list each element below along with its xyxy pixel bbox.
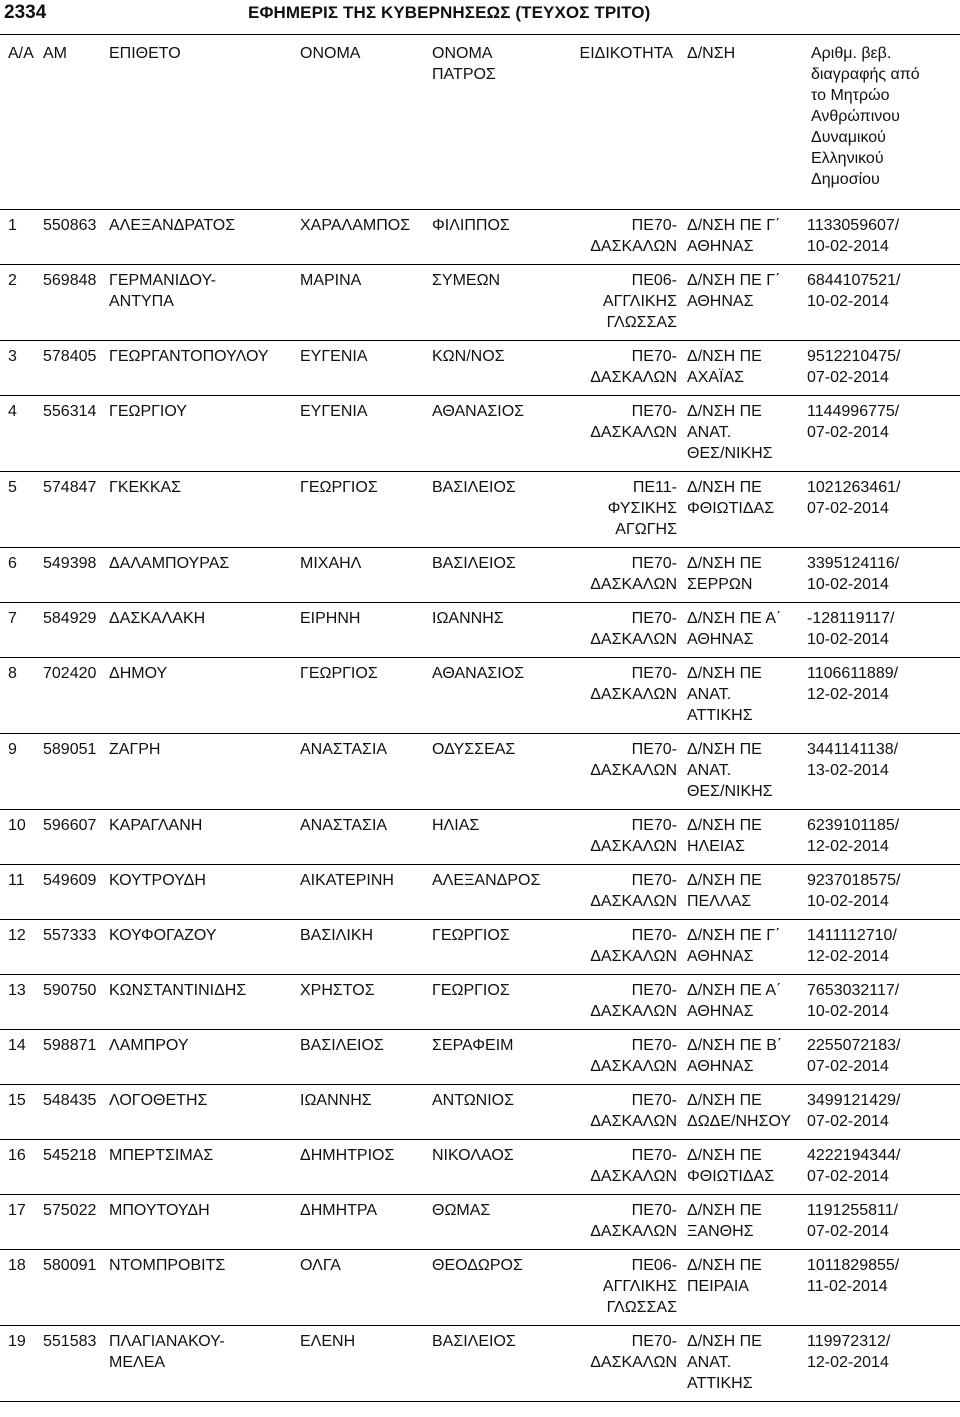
cell-am: 569848 [43, 272, 97, 289]
cell-directorate: Δ/ΝΣΗ ΠΕ Β΄ ΑΘΗΝΑΣ [687, 1037, 783, 1075]
cell-aa: 6 [8, 555, 17, 572]
cell-am: 702420 [43, 665, 97, 682]
cell-father: ΗΛΙΑΣ [432, 817, 480, 834]
cell-father: ΘΩΜΑΣ [432, 1202, 491, 1219]
cell-deletion: 3441141138/ 13-02-2014 [807, 741, 899, 779]
table-row [0, 265, 960, 341]
cell-deletion: -128119117/ 10-02-2014 [807, 610, 895, 648]
gazette-title: ΕΦΗΜΕΡΙΣ ΤΗΣ ΚΥΒΕΡΝΗΣΕΩΣ (ΤΕΥΧΟΣ ΤΡΙΤΟ) [248, 3, 651, 22]
cell-aa: 12 [8, 927, 26, 944]
table-body [0, 210, 960, 1402]
table-row [0, 975, 960, 1030]
cell-surname: ΚΟΥΤΡΟΥΔΗ [109, 872, 206, 889]
cell-father: ΣΕΡΑΦΕΙΜ [432, 1037, 514, 1054]
cell-specialty: ΠΕ70- ΔΑΣΚΑΛΩΝ [590, 817, 677, 855]
cell-directorate: Δ/ΝΣΗ ΠΕ Γ΄ ΑΘΗΝΑΣ [687, 217, 781, 255]
table-row [0, 210, 960, 265]
cell-am: 551583 [43, 1333, 97, 1350]
table-row [0, 1195, 960, 1250]
cell-specialty: ΠΕ70- ΔΑΣΚΑΛΩΝ [590, 1037, 677, 1075]
cell-directorate: Δ/ΝΣΗ ΠΕ ΦΘΙΩΤΙΔΑΣ [687, 479, 775, 517]
table-row [0, 603, 960, 658]
cell-name: ΙΩΑΝΝΗΣ [300, 1092, 372, 1109]
cell-name: ΕΥΓΕΝΙΑ [300, 403, 368, 420]
cell-aa: 14 [8, 1037, 26, 1054]
cell-specialty: ΠΕ70- ΔΑΣΚΑΛΩΝ [590, 1147, 677, 1185]
cell-aa: 9 [8, 741, 17, 758]
cell-am: 574847 [43, 479, 97, 496]
cell-specialty: ΠΕ70- ΔΑΣΚΑΛΩΝ [590, 1092, 677, 1130]
table-row [0, 472, 960, 548]
cell-deletion: 7653032117/ 10-02-2014 [807, 982, 900, 1020]
cell-father: ΦΙΛΙΠΠΟΣ [432, 217, 510, 234]
cell-aa: 10 [8, 817, 26, 834]
col-header-directorate: Δ/ΝΣΗ [687, 45, 736, 62]
table-header [0, 43, 960, 210]
deletion-records-table [0, 43, 960, 1402]
table-row [0, 810, 960, 865]
cell-specialty: ΠΕ11- ΦΥΣΙΚΗΣ ΑΓΩΓΗΣ [607, 479, 677, 538]
cell-name: ΑΝΑΣΤΑΣΙΑ [300, 741, 388, 758]
cell-aa: 5 [8, 479, 17, 496]
table-row [0, 1085, 960, 1140]
cell-am: 584929 [43, 610, 97, 627]
cell-specialty: ΠΕ70- ΔΑΣΚΑΛΩΝ [590, 872, 677, 910]
cell-am: 548435 [43, 1092, 97, 1109]
cell-deletion: 6239101185/ 12-02-2014 [807, 817, 900, 855]
cell-name: ΑΝΑΣΤΑΣΙΑ [300, 817, 388, 834]
cell-name: ΔΗΜΗΤΡΑ [300, 1202, 378, 1219]
cell-deletion: 9512210475/ 07-02-2014 [807, 348, 901, 386]
cell-surname: ΚΑΡΑΓΛΑΝΗ [109, 817, 203, 834]
cell-name: ΓΕΩΡΓΙΟΣ [300, 665, 378, 682]
page-header [0, 0, 960, 30]
col-header-am: ΑΜ [43, 45, 67, 62]
cell-directorate: Δ/ΝΣΗ ΠΕ Α΄ ΑΘΗΝΑΣ [687, 982, 782, 1020]
table-row [0, 658, 960, 734]
cell-aa: 15 [8, 1092, 26, 1109]
cell-directorate: Δ/ΝΣΗ ΠΕ ΑΧΑΪΑΣ [687, 348, 762, 386]
cell-aa: 3 [8, 348, 17, 365]
table-row [0, 865, 960, 920]
cell-surname: ΓΕΩΡΓΙΟΥ [109, 403, 187, 420]
cell-deletion: 9237018575/ 10-02-2014 [807, 872, 901, 910]
cell-am: 590750 [43, 982, 97, 999]
table-row [0, 341, 960, 396]
cell-father: ΑΛΕΞΑΝΔΡΟΣ [432, 872, 541, 889]
cell-specialty: ΠΕ70- ΔΑΣΚΑΛΩΝ [590, 555, 677, 593]
cell-name: ΑΙΚΑΤΕΡΙΝΗ [300, 872, 394, 889]
cell-am: 580091 [43, 1257, 97, 1274]
cell-directorate: Δ/ΝΣΗ ΠΕ ΗΛΕΙΑΣ [687, 817, 762, 855]
cell-aa: 8 [8, 665, 17, 682]
cell-deletion: 1011829855/ 11-02-2014 [807, 1257, 900, 1295]
col-header-deletion: Αριθμ. βεβ. διαγραφής από το Μητρώο Ανθρώπινου Δυναμικού Ελληνικού Δημοσίου [811, 45, 920, 188]
cell-directorate: Δ/ΝΣΗ ΠΕ ΑΝΑΤ. ΑΤΤΙΚΗΣ [687, 1333, 762, 1392]
cell-surname: ΔΑΣΚΑΛΑΚΗ [109, 610, 206, 627]
cell-name: ΓΕΩΡΓΙΟΣ [300, 479, 378, 496]
cell-specialty: ΠΕ70- ΔΑΣΚΑΛΩΝ [590, 610, 677, 648]
cell-father: ΣΥΜΕΩΝ [432, 272, 501, 289]
cell-specialty: ΠΕ70- ΔΑΣΚΑΛΩΝ [590, 1333, 677, 1371]
table-row [0, 734, 960, 810]
cell-aa: 17 [8, 1202, 26, 1219]
table-row [0, 1250, 960, 1326]
cell-am: 549609 [43, 872, 97, 889]
cell-surname: ΜΠΕΡΤΣΙΜΑΣ [109, 1147, 214, 1164]
cell-deletion: 1144996775/ 07-02-2014 [807, 403, 900, 441]
cell-father: ΑΘΑΝΑΣΙΟΣ [432, 665, 525, 682]
cell-name: ΧΡΗΣΤΟΣ [300, 982, 375, 999]
cell-father: ΑΘΑΝΑΣΙΟΣ [432, 403, 525, 420]
cell-surname: ΠΛΑΓΙΑΝΑΚΟΥ- ΜΕΛΕΑ [109, 1333, 225, 1371]
cell-directorate: Δ/ΝΣΗ ΠΕ ΠΕΛΛΑΣ [687, 872, 762, 910]
cell-specialty: ΠΕ70- ΔΑΣΚΑΛΩΝ [590, 927, 677, 965]
cell-father: ΟΔΥΣΣΕΑΣ [432, 741, 516, 758]
cell-surname: ΑΛΕΞΑΝΔΡΑΤΟΣ [109, 217, 236, 234]
cell-aa: 1 [8, 217, 17, 234]
cell-father: ΑΝΤΩΝΙΟΣ [432, 1092, 515, 1109]
cell-am: 549398 [43, 555, 97, 572]
cell-specialty: ΠΕ70- ΔΑΣΚΑΛΩΝ [590, 217, 677, 255]
cell-father: ΘΕΟΔΩΡΟΣ [432, 1257, 523, 1274]
cell-directorate: Δ/ΝΣΗ ΠΕ ΣΕΡΡΩΝ [687, 555, 762, 593]
cell-surname: ΜΠΟΥΤΟΥΔΗ [109, 1202, 210, 1219]
col-header-surname: ΕΠΙΘΕΤΟ [109, 45, 181, 62]
cell-surname: ΚΩΝΣΤΑΝΤΙΝΙΔΗΣ [109, 982, 247, 999]
cell-specialty: ΠΕ70- ΔΑΣΚΑΛΩΝ [590, 348, 677, 386]
cell-directorate: Δ/ΝΣΗ ΠΕ ΞΑΝΘΗΣ [687, 1202, 762, 1240]
cell-name: ΧΑΡΑΛΑΜΠΟΣ [300, 217, 411, 234]
cell-surname: ΔΗΜΟΥ [109, 665, 168, 682]
cell-name: ΒΑΣΙΛΕΙΟΣ [300, 1037, 384, 1054]
cell-directorate: Δ/ΝΣΗ ΠΕ Γ΄ ΑΘΗΝΑΣ [687, 927, 781, 965]
cell-aa: 4 [8, 403, 17, 420]
cell-surname: ΓΕΡΜΑΝΙΔΟΥ- ΑΝΤΥΠΑ [109, 272, 216, 310]
col-header-name: ΟΝΟΜΑ [300, 45, 361, 62]
cell-father: ΝΙΚΟΛΑΟΣ [432, 1147, 514, 1164]
cell-deletion: 1191255811/ 07-02-2014 [807, 1202, 899, 1240]
cell-specialty: ΠΕ06- ΑΓΓΛΙΚΗΣ ΓΛΩΣΣΑΣ [602, 272, 677, 331]
cell-am: 596607 [43, 817, 97, 834]
cell-deletion: 4222194344/ 07-02-2014 [807, 1147, 901, 1185]
cell-name: ΜΑΡΙΝΑ [300, 272, 362, 289]
cell-deletion: 1106611889/ 12-02-2014 [807, 665, 899, 703]
cell-aa: 19 [8, 1333, 26, 1350]
cell-father: ΙΩΑΝΝΗΣ [432, 610, 504, 627]
cell-specialty: ΠΕ70- ΔΑΣΚΑΛΩΝ [590, 665, 677, 703]
cell-am: 598871 [43, 1037, 97, 1054]
page-number: 2334 [4, 2, 47, 23]
cell-am: 575022 [43, 1202, 97, 1219]
cell-am: 578405 [43, 348, 97, 365]
table-row [0, 548, 960, 603]
cell-deletion: 1411112710/ 12-02-2014 [807, 927, 897, 965]
cell-surname: ΚΟΥΦΟΓΑΖΟΥ [109, 927, 217, 944]
col-header-aa: Α/Α [8, 45, 34, 62]
cell-directorate: Δ/ΝΣΗ ΠΕ Α΄ ΑΘΗΝΑΣ [687, 610, 782, 648]
cell-am: 556314 [43, 403, 97, 420]
cell-father: ΒΑΣΙΛΕΙΟΣ [432, 555, 516, 572]
cell-am: 545218 [43, 1147, 97, 1164]
cell-deletion: 2255072183/ 07-02-2014 [807, 1037, 901, 1075]
cell-directorate: Δ/ΝΣΗ ΠΕ ΔΩΔΕ/ΝΗΣΟΥ [687, 1092, 792, 1130]
cell-father: ΚΩΝ/ΝΟΣ [432, 348, 505, 365]
cell-father: ΓΕΩΡΓΙΟΣ [432, 982, 510, 999]
cell-am: 550863 [43, 217, 97, 234]
cell-specialty: ΠΕ06- ΑΓΓΛΙΚΗΣ ΓΛΩΣΣΑΣ [602, 1257, 677, 1316]
cell-surname: ΛΑΜΠΡΟΥ [109, 1037, 189, 1054]
cell-name: ΔΗΜΗΤΡΙΟΣ [300, 1147, 395, 1164]
cell-deletion: 1021263461/ 07-02-2014 [807, 479, 901, 517]
cell-deletion: 3499121429/ 07-02-2014 [807, 1092, 901, 1130]
table-row [0, 1030, 960, 1085]
cell-aa: 11 [8, 872, 25, 889]
cell-specialty: ΠΕ70- ΔΑΣΚΑΛΩΝ [590, 403, 677, 441]
col-header-specialty: ΕΙΔΙΚΟΤΗΤΑ [579, 45, 673, 62]
table-row [0, 1140, 960, 1195]
cell-name: ΕΛΕΝΗ [300, 1333, 356, 1350]
cell-deletion: 6844107521/ 10-02-2014 [807, 272, 901, 310]
cell-am: 589051 [43, 741, 97, 758]
header-rule [0, 34, 960, 35]
cell-aa: 2 [8, 272, 17, 289]
cell-specialty: ΠΕ70- ΔΑΣΚΑΛΩΝ [590, 982, 677, 1020]
table-row [0, 1326, 960, 1402]
cell-name: ΟΛΓΑ [300, 1257, 341, 1274]
cell-name: ΕΥΓΕΝΙΑ [300, 348, 368, 365]
cell-specialty: ΠΕ70- ΔΑΣΚΑΛΩΝ [590, 741, 677, 779]
cell-surname: ΔΑΛΑΜΠΟΥΡΑΣ [109, 555, 230, 572]
cell-aa: 13 [8, 982, 26, 999]
cell-surname: ΖΑΓΡΗ [109, 741, 161, 758]
cell-aa: 16 [8, 1147, 26, 1164]
cell-aa: 7 [8, 610, 17, 627]
table-row [0, 920, 960, 975]
cell-surname: ΛΟΓΟΘΕΤΗΣ [109, 1092, 208, 1109]
cell-surname: ΓΕΩΡΓΑΝΤΟΠΟΥΛΟΥ [109, 348, 269, 365]
cell-am: 557333 [43, 927, 97, 944]
cell-surname: ΝΤΟΜΠΡΟΒΙΤΣ [109, 1257, 226, 1274]
cell-surname: ΓΚΕΚΚΑΣ [109, 479, 182, 496]
cell-specialty: ΠΕ70- ΔΑΣΚΑΛΩΝ [590, 1202, 677, 1240]
cell-directorate: Δ/ΝΣΗ ΠΕ ΠΕΙΡΑΙΑ [687, 1257, 762, 1295]
cell-deletion: 1133059607/ 10-02-2014 [807, 217, 900, 255]
cell-directorate: Δ/ΝΣΗ ΠΕ Γ΄ ΑΘΗΝΑΣ [687, 272, 781, 310]
cell-directorate: Δ/ΝΣΗ ΠΕ ΦΘΙΩΤΙΔΑΣ [687, 1147, 775, 1185]
cell-father: ΒΑΣΙΛΕΙΟΣ [432, 1333, 516, 1350]
cell-deletion: 3395124116/ 10-02-2014 [807, 555, 900, 593]
cell-father: ΒΑΣΙΛΕΙΟΣ [432, 479, 516, 496]
cell-deletion: 119972312/ 12-02-2014 [807, 1333, 891, 1371]
cell-father: ΓΕΩΡΓΙΟΣ [432, 927, 510, 944]
cell-name: ΒΑΣΙΛΙΚΗ [300, 927, 374, 944]
table-row [0, 396, 960, 472]
cell-name: ΜΙΧΑΗΛ [300, 555, 362, 572]
col-header-father: ΟΝΟΜΑ ΠΑΤΡΟΣ [432, 45, 496, 83]
cell-directorate: Δ/ΝΣΗ ΠΕ ΑΝΑΤ. ΘΕΣ/ΝΙΚΗΣ [687, 403, 773, 462]
cell-name: ΕΙΡΗΝΗ [300, 610, 361, 627]
cell-directorate: Δ/ΝΣΗ ΠΕ ΑΝΑΤ. ΑΤΤΙΚΗΣ [687, 665, 762, 724]
cell-directorate: Δ/ΝΣΗ ΠΕ ΑΝΑΤ. ΘΕΣ/ΝΙΚΗΣ [687, 741, 773, 800]
cell-aa: 18 [8, 1257, 26, 1274]
